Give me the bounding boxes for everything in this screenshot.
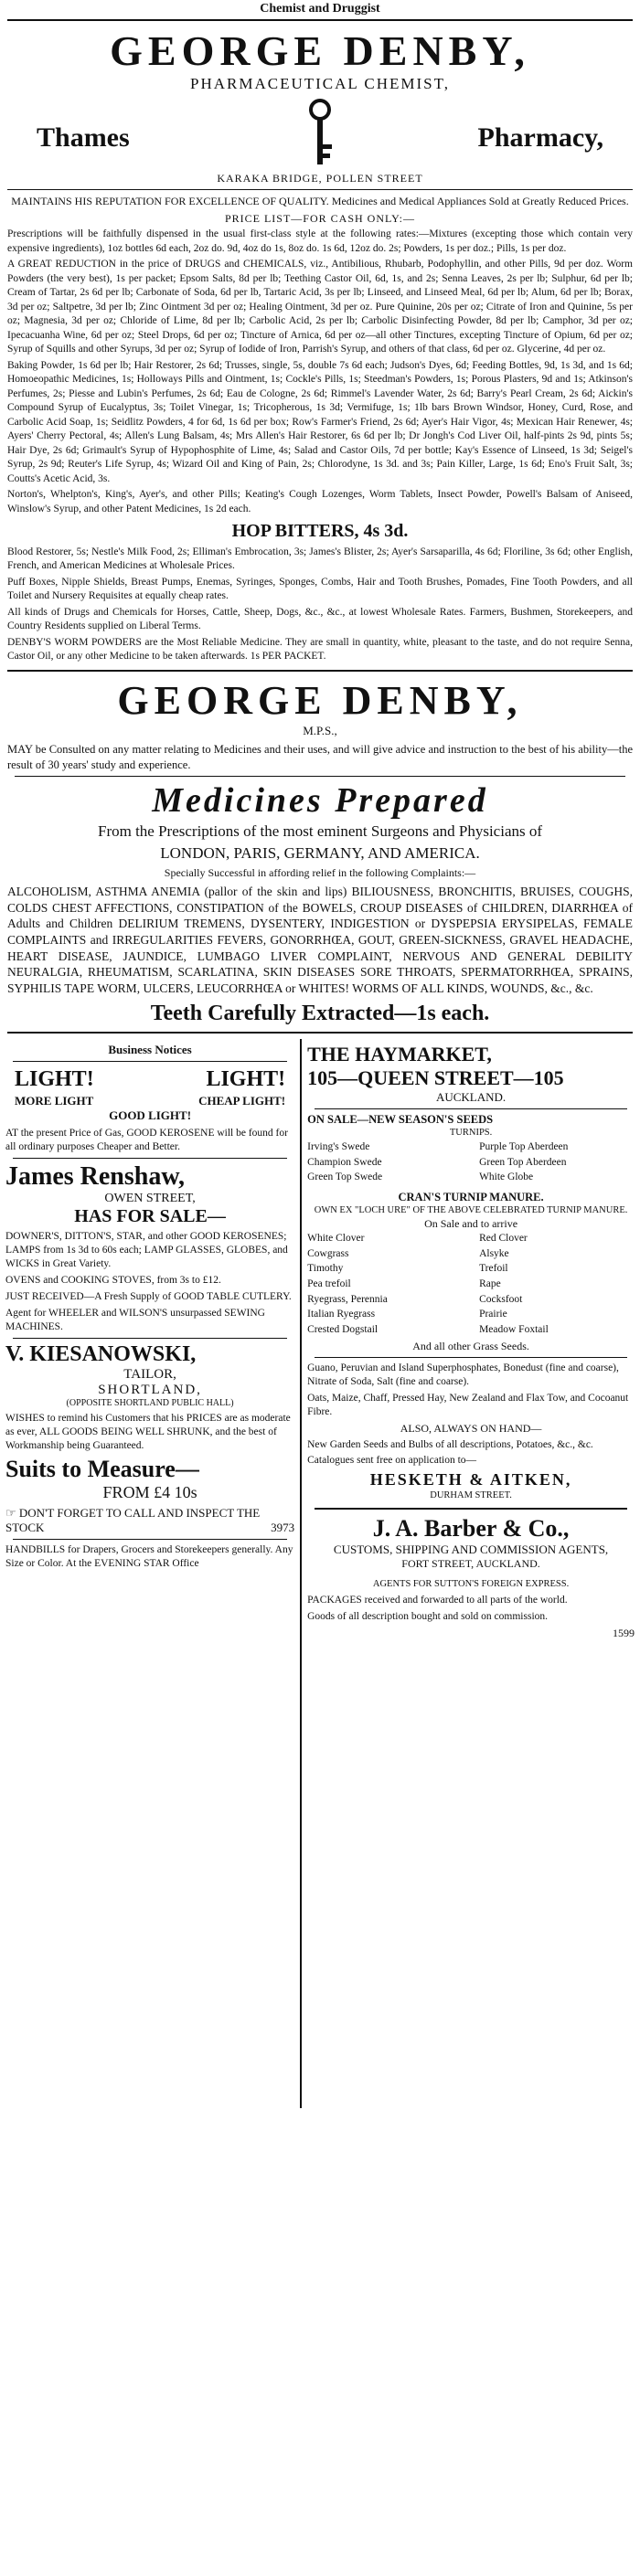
light-2: LIGHT! — [206, 1067, 286, 1092]
haymarket-heading: THE HAYMARKET, — [307, 1043, 492, 1066]
medicines-prepared-heading: Medicines Prepared — [152, 781, 488, 821]
haymarket-address: 105—QUEEN STREET—105 — [307, 1066, 564, 1090]
from-text: From the Prescriptions of the most eminent Surgeons and Physicians of — [97, 822, 543, 841]
consult-section — [0, 677, 640, 1027]
turnips: TURNIPS. — [449, 1128, 493, 1139]
price-paragraph: Norton's, Whelpton's, King's, Ayer's, and other Pills; Keating's Cough Lozenges, Worm Tablets, Insect Powder, Powell's Balsam of Aniseed, Winslow's Syrup, and other Patent Medicines, 1s 2d each. — [7, 489, 633, 514]
manure-heading: CRAN'S TURNIP MANURE. — [398, 1190, 544, 1203]
suits-heading: Suits to Measure— — [5, 1456, 199, 1483]
divider — [15, 776, 625, 777]
tailor: TAILOR, — [123, 1366, 176, 1382]
always-on-hand: ALSO, ALWAYS ON HAND— — [400, 1421, 542, 1435]
just-received: JUST RECEIVED—A Fresh Supply of GOOD TABLE CUTLERY. — [5, 1290, 292, 1302]
mps: M.P.S., — [303, 723, 337, 737]
own-ex: OWN EX "LOCH URE" OF THE ABOVE CELEBRATED TURNIP MANURE. — [314, 1204, 628, 1215]
grass-item: Timothy — [307, 1263, 344, 1275]
grass-item: Pea trefoil — [307, 1278, 351, 1290]
durham: DURHAM STREET. — [430, 1490, 512, 1501]
lower-columns — [0, 1039, 640, 2108]
grass-item: Cowgrass — [307, 1247, 349, 1259]
agents-text: AGENTS FOR SUTTON'S FOREIGN EXPRESS. — [372, 1579, 570, 1590]
garden-text: New Garden Seeds and Bulbs of all descriptions, Potatoes, &c., &c. — [307, 1438, 593, 1450]
goods-text: Goods of all description bought and sold on commission. — [307, 1610, 549, 1622]
customs: CUSTOMS, SHIPPING AND COMMISSION AGENTS, — [333, 1542, 609, 1557]
divider — [13, 1338, 287, 1339]
hop-paragraph: All kinds of Drugs and Chemicals for Horses, Cattle, Sheep, Dogs, &c., &c., at lowest Wholesale Rates. Farmers, Bushmen, Storekeepers, and Country Residents supplied on Liberal Terms. — [7, 606, 633, 632]
good-light: GOOD LIGHT! — [109, 1108, 192, 1123]
divider — [315, 1108, 627, 1109]
grass-item: Rape — [479, 1278, 501, 1290]
address: KARAKA BRIDGE, POLLEN STREET — [217, 172, 423, 185]
grass-item: Alsyke — [479, 1247, 509, 1259]
turnip-seeds — [307, 1140, 635, 1185]
auckland: AUCKLAND. — [435, 1090, 507, 1105]
renshaw-name: James Renshaw, — [5, 1162, 186, 1192]
business-title: PHARMACEUTICAL CHEMIST, — [189, 75, 450, 92]
barber-name: J. A. Barber & Co., — [372, 1515, 570, 1542]
top-header — [0, 0, 640, 93]
seed-item: Green Top Swede — [307, 1171, 383, 1183]
key-icon — [302, 97, 338, 172]
gas-text: AT the present Price of Gas, GOOD KEROSENE will be found for all ordinary purposes Cheaper and Better. — [5, 1128, 288, 1153]
kiesanowski-name: V. KIESANOWSKI, — [5, 1341, 197, 1366]
price-list-heading: PRICE LIST—FOR CASH ONLY:— — [224, 212, 416, 226]
cheap-light: CHEAP LIGHT! — [198, 1094, 286, 1108]
left-column — [0, 1039, 302, 2108]
business-name: GEORGE DENBY, — [110, 27, 530, 74]
has-for-sale: HAS FOR SALE— — [74, 1206, 226, 1227]
hop-paragraph: Blood Restorer, 5s; Nestle's Milk Food, 2s; Elliman's Embrocation, 3s; James's Blister, 2s; Ayer's Sarsaparilla, 4s 6d; Floriline, 3s 6d; other English, French, and American Medicines at Wholesale Prices. — [7, 546, 633, 572]
agent-text: Agent for WHEELER and WILSON'S unsurpassed SEWING MACHINES. — [5, 1307, 265, 1332]
grass-item: Ryegrass, Perennia — [307, 1293, 388, 1305]
pharmacy-word: Pharmacy, — [477, 122, 603, 153]
seed-item: Champion Swede — [307, 1156, 382, 1168]
seed-item: Green Top Aberdeen — [479, 1156, 567, 1168]
grass-item: Trefoil — [479, 1263, 508, 1275]
complaints-list: ALCOHOLISM, ASTHMA ANEMIA (pallor of the skin and lips) BILIOUSNESS, BRONCHITIS, BRUISES, COUGHS, COLDS CHEST AFFECTIONS, CONSTIPATION of the BOWELS, CROUP DISEASES of CHILDREN, DIARRHŒA of Adults and Children DELIRIUM TREMENS, DYSENTERY, INDIGESTION or DYSPEPSIA ERYSIPELAS, FEMALE COMPLAINTS and IRREGULARITIES FEVERS, GONORRHŒA, GOUT, GREEN-SICKNESS, GRAVEL HEADACHE, HEART DISEASE, JAUNDICE, LUMBAGO LIVER COMPLAINT, NERVOUS AND GENERAL DEBILITY NEURALGIA, RHEUMATISM, SCARLATINA, SKIN DISEASES SORE THROATS, SPERMATORRHŒA, SPRAINS, SYPHILIS TAPE WORM, ULCERS, LEUCORRHŒA or WHITES! WORMS OF ALL KINDS, WOUNDS, &c., &c. — [7, 885, 633, 995]
stock-number: 3973 — [271, 1521, 295, 1535]
places: LONDON, PARIS, GERMANY, AND AMERICA. — [160, 844, 480, 863]
more-light: MORE LIGHT — [15, 1094, 94, 1108]
price-paragraph: Baking Powder, 1s 6d per lb; Hair Restorer, 2s 6d; Trusses, single, 5s, double 7s 6d each; Judson's Dyes, 6d; Feeding Bottles, 9d, 1s 3d, and 1s 6d; Homoeopathic Medicines, 1s; Holloways Pills and Ointment, 1s; Cockle's Pills, 1s; Steedman's Powders, 1s; Porous Plasters, 9d and 1s; Atkinson's Perfumes, 2s; Piesse and Lubin's Perfumes, 2s 6d; Eau de Cologne, 2s 6d; Rimmel's Lavender Water, 2s 6d; Barry's Pearl Cream, 2s 6d; Aickin's Compound Syrup of Eucalyptus, 3s; Toilet Vinegar, 1s; Tricopherous, 1s 3d; Vermifuge, 1s; 1lb bars Brown Windsor, Honey, Curd, Rose, and Carbolic Acid Soap, 1s; Seidlitz Powders, 4 for 6d, 1s 6d per box; Row's Farmer's Friend, 2s 6d; Ayer's Hair Vigor, 4s; Mexican Hair Renewer, 4s; Ayers' Cherry Pectoral, 4s; Allen's Lung Balsam, 4s; Mrs Allen's Hair Restorer, 6s 6d per lb; Dr Jongh's Cod Liver Oil, half-pints 2s 9d, pints 5s; Hair Dye, 2s 6d; Grimault's Syrup of Hypophosphite of Lime, 4s; Salad and Castor Oils, 7d per bottle; Kay's Essence of Linseed, 1s 3d; Seigel's Syrup, 2s 9d; Reuter's Life Syrup, 4s; Wizard Oil and King of Pain, 2s; Chlorodyne, 1s 3d. and 3s; Pain Killer, Large, 1s 6d; Eno's Fruit Salt, 3s; Coutts's Acetic Acid, 3s. — [7, 359, 633, 484]
grass-item: Prairie — [479, 1309, 507, 1320]
owen-street: OWEN STREET, — [104, 1192, 196, 1206]
consult-text: MAY be Consulted on any matter relating to Medicines and their uses, and will give advice and instruction to the best of his ability—the result of 30 years' study and experience. — [7, 742, 633, 771]
hop-heading: HOP BITTERS, 4s 3d. — [231, 520, 409, 541]
firm-name: HESKETH & AITKEN, — [369, 1470, 572, 1489]
dont-forget — [5, 1506, 294, 1535]
dont-forget-text: DON'T FORGET TO CALL AND INSPECT THE STOCK — [5, 1506, 261, 1535]
price-paragraph: A GREAT REDUCTION in the price of DRUGS and CHEMICALS, viz., Antibilious, Rhubarb, Podophyllin, and other Pills, 9d per doz. Worm Powders (the very best), 1s per packet; Epsom Salts, 8d per lb; Teething Castor Oil, 6d, 1s, and 2s; Senna Leaves, 2s per lb; Sulphur, 6d per lb; Cream of Tartar, 2s 6d per lb; Carbonate of Soda, 6d per lb, Tartaric Acid, 3s per lb; Linseed, and Linseed Meal, 6d per lb; Alum, 6d per lb; Borax, 3d per oz; Saltpetre, 3d per lb; Zinc Ointment 3d per oz; Healing Ointment, 3d per oz. Pure Quinine, 20s per oz; Citrate of Iron and Quinine, 5s per oz; Magnesia, 3d per oz; Chloride of Lime, 8d per lb; Carbolic Acid, 2s per lb; Carbolic Disinfecting Powder, 8d per lb; Camphor, 3d per oz; Ipecacuanha Wine, 6d per oz; Steel Drops, 6d per oz; Tincture of Arnica, 6d per oz—all other Tinctures, excepting Tincture of Opium, 6d per oz; Syrup of Squills and other Syrups, 3d per oz; Syrup of Iodide of Iron, Parrish's Syrup, and others of that class, 6d per oz. Glycerine, 4d per oz. — [7, 259, 633, 355]
hop-paragraph: Puff Boxes, Nipple Shields, Breast Pumps, Enemas, Syringes, Sponges, Combs, Hair and Tooth Brushes, Pomades, Fine Tooth Powders, and all Toilet and Nursery Requisites at equally cheap rates. — [7, 576, 633, 602]
kiesanowski-text: WISHES to remind his Customers that his PRICES are as moderate as ever, ALL GOODS BEING WELL SHRUNK, and the best of Workmanship being Guaranteed. — [5, 1412, 291, 1451]
catalogues-text: Catalogues sent free on application to— — [307, 1455, 477, 1467]
seed-item: White Globe — [479, 1171, 534, 1183]
light-slogans — [5, 1094, 294, 1108]
divider — [7, 19, 633, 21]
ovens-text: OVENS and COOKING STOVES, from 3s to £12. — [5, 1274, 221, 1286]
grass-item: Cocksfoot — [479, 1293, 523, 1305]
grass-end: And all other Grass Seeds. — [412, 1339, 529, 1352]
intro-text: MAINTAINS HIS REPUTATION FOR EXCELLENCE OF QUALITY. Medicines and Medical Appliances Sold at Greatly Reduced Prices. — [11, 195, 629, 207]
divider — [315, 1508, 627, 1510]
thames-word: Thames — [37, 122, 130, 153]
divider — [7, 670, 633, 672]
ad-number: 1599 — [613, 1626, 635, 1639]
grass-item: Crested Dogstail — [307, 1324, 379, 1336]
from-price: FROM £4 10s — [102, 1483, 197, 1502]
divider — [13, 1539, 287, 1540]
business-notices-heading: Business Notices — [108, 1043, 192, 1057]
price-list — [0, 212, 640, 516]
light-heading — [5, 1065, 294, 1094]
grass-item: Red Clover — [479, 1233, 528, 1245]
hop-paragraph: DENBY'S WORM POWDERS are the Most Reliable Medicine. They are small in quantity, white, pleasant to the taste, and do not require Senna, Castor Oil, or any other Medicine to be taken afterwards. 1s PER PACKET. — [7, 636, 633, 663]
right-column — [302, 1039, 640, 2108]
business-name-2: GEORGE DENBY, — [117, 677, 523, 723]
hop-bitters-section — [0, 521, 640, 664]
divider — [13, 1158, 287, 1159]
grass-item: White Clover — [307, 1233, 365, 1245]
divider — [7, 189, 633, 190]
guano-text: Guano, Peruvian and Island Superphosphates, Bonedust (fine and coarse), Nitrate of Soda, Salt (fine and coarse). — [307, 1362, 619, 1387]
column-heading: Chemist and Druggist — [260, 2, 380, 16]
seed-item: Purple Top Aberdeen — [479, 1140, 569, 1152]
fort-street: FORT STREET, AUCKLAND. — [401, 1557, 540, 1571]
packages-text: PACKAGES received and forwarded to all parts of the world. — [307, 1594, 568, 1606]
handbills-text: HANDBILLS for Drapers, Grocers and Storekeepers generally. Any Size or Color. At the EVENING STAR Office — [5, 1544, 293, 1570]
light-1: LIGHT! — [15, 1067, 94, 1092]
pharmacy-banner — [0, 97, 640, 172]
teeth-text: Teeth Carefully Extracted—1s each. — [150, 1002, 490, 1026]
shortland: SHORTLAND, — [98, 1382, 202, 1397]
on-sale-heading: ON SALE—NEW SEASON'S SEEDS — [307, 1113, 494, 1127]
opposite: (OPPOSITE SHORTLAND PUBLIC HALL) — [66, 1397, 234, 1408]
grass-seeds — [307, 1231, 635, 1338]
on-sale-arrive: On Sale and to arrive — [424, 1216, 518, 1230]
pointing-hand-icon: ☞ — [5, 1506, 16, 1521]
price-paragraph: Prescriptions will be faithfully dispensed in the usual first-class style at the following rates:—Mixtures (excepting those which contain very expensive ingredients), 1oz bottles 6d each, 2oz do. 9d, 4oz do 1s, 8oz do. 1s 6d, 12oz do. 2s; Powders, 1s per doz.; Pills, 1s per doz. — [7, 228, 633, 254]
seed-item: Irving's Swede — [307, 1140, 370, 1152]
divider — [315, 1357, 627, 1358]
grass-item: Meadow Foxtail — [479, 1324, 549, 1336]
renshaw-text: DOWNER'S, DITTON'S, STAR, and other GOOD KEROSENES; LAMPS from 1s 3d to 60s each; LAMP GLASSES, GLOBES, and WICKS in Great Variety. — [5, 1231, 288, 1269]
divider — [13, 1061, 287, 1062]
oats-text: Oats, Maize, Chaff, Pressed Hay, New Zealand and Flax Tow, and Cocoanut Fibre. — [307, 1392, 629, 1417]
specially-text: Specially Successful in affording relief in the following Complaints:— — [164, 866, 476, 880]
grass-item: Italian Ryegrass — [307, 1309, 376, 1320]
divider — [7, 1032, 633, 1034]
